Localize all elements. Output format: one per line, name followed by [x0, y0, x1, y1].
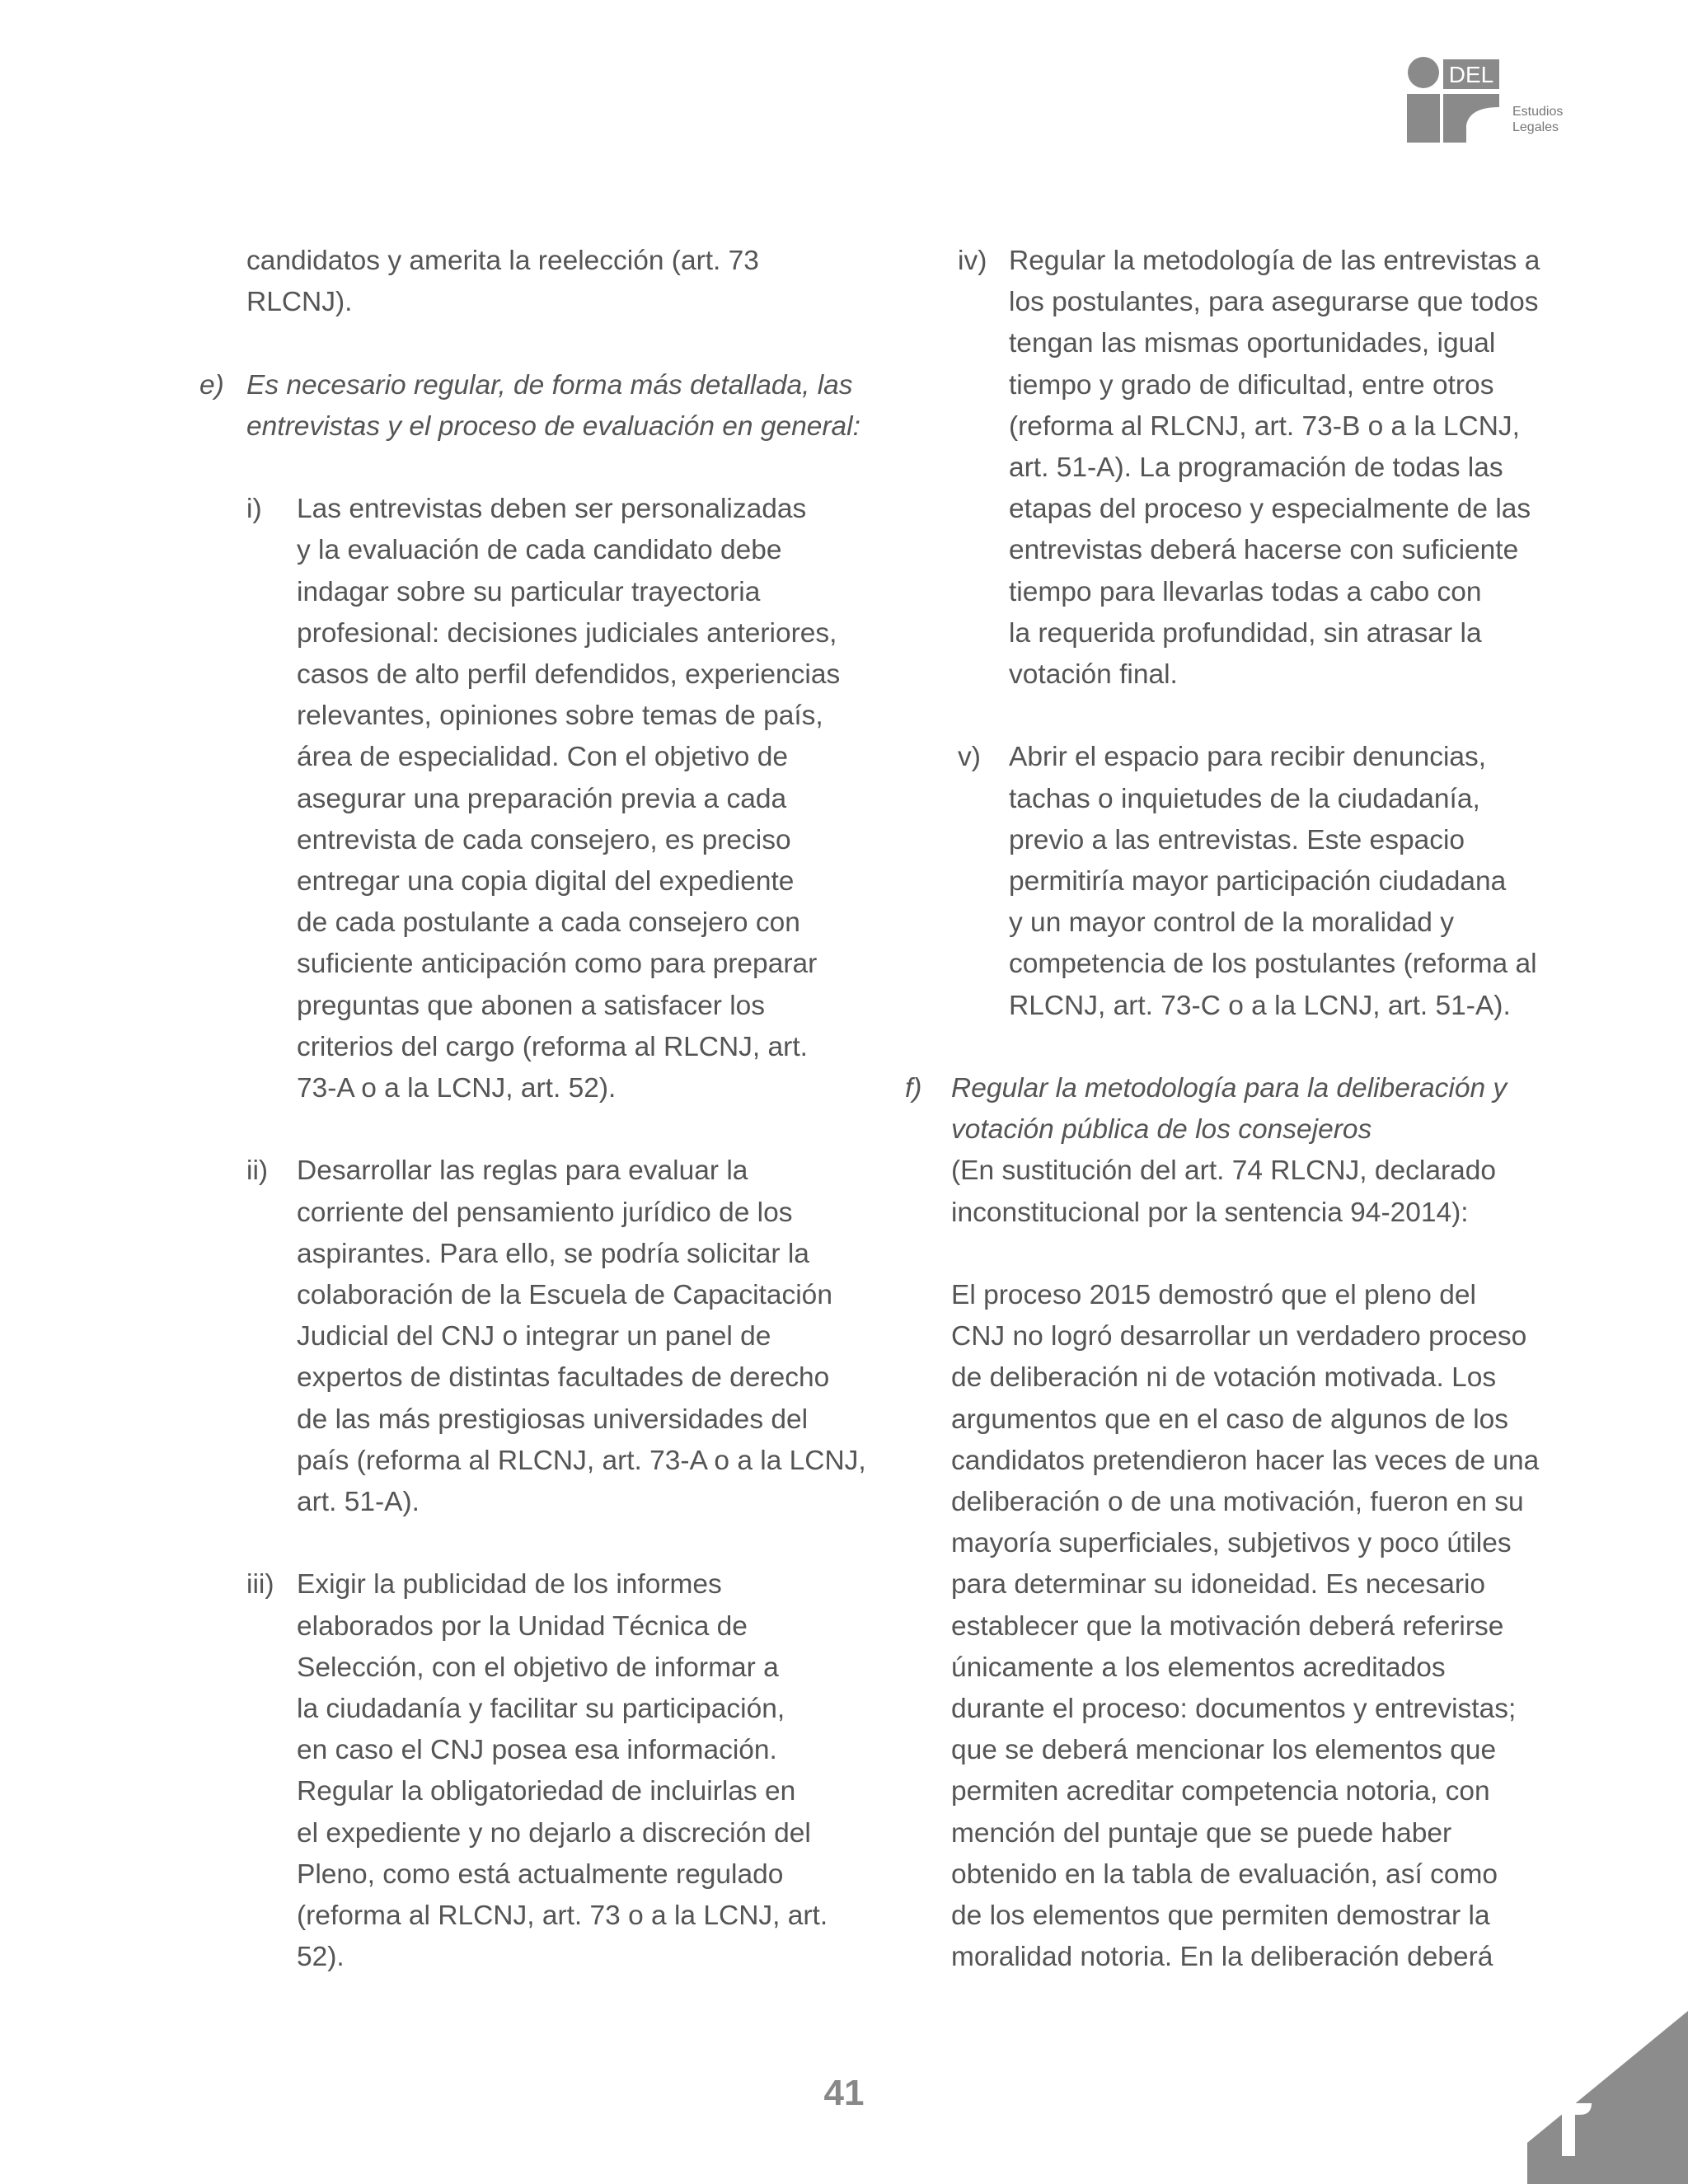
- intro-body: [246, 241, 859, 323]
- text-line: candidatos pretendieron hacer las veces de una: [951, 1445, 1540, 1476]
- item-iii: [246, 1564, 859, 1978]
- text-line: casos de alto perfil defendidos, experiencias: [297, 659, 841, 690]
- item-iv-marker: iv): [958, 246, 987, 276]
- text-line: establecer que la motivación deberá referirse: [951, 1610, 1504, 1642]
- text-line: área de especialidad. Con el objetivo de: [297, 742, 788, 773]
- text-line: y la evaluación de cada candidato debe: [297, 535, 782, 566]
- text-line: entregar una copia digital del expediente: [297, 866, 795, 898]
- text-line: de las más prestigiosas universidades del: [297, 1404, 809, 1435]
- text-line: RLCNJ, art. 73-C o a la LCNJ, art. 51-A).: [1009, 990, 1511, 1021]
- item-v-marker: v): [958, 742, 981, 773]
- text-line: indagar sobre su particular trayectoria: [297, 576, 761, 607]
- text-line: tiempo y grado de dificultad, entre otros: [1009, 369, 1494, 401]
- text-line: Regular la metodología de las entrevistas a: [1009, 246, 1540, 276]
- item-i: [246, 489, 859, 1109]
- text-line: permitiría mayor participación ciudadana: [1009, 866, 1507, 898]
- text-line: que se deberá mencionar los elementos que: [951, 1735, 1497, 1766]
- text-line: etapas del proceso y especialmente de las: [1009, 494, 1531, 525]
- text-line: Regular la metodología para la deliberación y: [951, 1073, 1507, 1104]
- item-ii-marker: ii): [246, 1155, 269, 1187]
- text-line: aspirantes. Para ello, se podría solicitar la: [297, 1238, 809, 1269]
- item-f-paragraph: [951, 1275, 1564, 1978]
- text-line: previo a las entrevistas. Este espacio: [1009, 824, 1465, 855]
- text-line: elaborados por la Unidad Técnica de: [297, 1610, 748, 1642]
- logo-subtitle-line-2: Legales: [1512, 120, 1559, 134]
- text-line: tengan las mismas oportunidades, igual: [1009, 328, 1496, 359]
- text-line: Desarrollar las reglas para evaluar la: [297, 1155, 748, 1187]
- text-line: los postulantes, para asegurarse que todos: [1009, 287, 1539, 318]
- logo-del-text: DEL: [1448, 62, 1494, 87]
- text-line: colaboración de la Escuela de Capacitación: [297, 1280, 832, 1311]
- text-line: expertos de distintas facultades de derecho: [297, 1362, 830, 1394]
- item-iv-body: [1009, 241, 1564, 696]
- text-line: de cada postulante a cada consejero con: [297, 907, 800, 939]
- text-line: la ciudadanía y facilitar su participación,: [297, 1694, 785, 1725]
- text-line: (reforma al RLCNJ, art. 73-B o a la LCNJ,: [1009, 410, 1520, 442]
- text-line: el expediente y no dejarlo a discreción del: [297, 1817, 811, 1849]
- text-line: CNJ no logró desarrollar un verdadero proceso: [951, 1321, 1527, 1352]
- text-line: RLCNJ).: [246, 287, 353, 318]
- item-i-body: [297, 489, 859, 1109]
- text-line: tiempo para llevarlas todas a cabo con: [1009, 576, 1482, 607]
- left-column: [199, 241, 866, 1978]
- text-line: entrevistas deberá hacerse con suficiente: [1009, 535, 1519, 566]
- text-line: moralidad notoria. En la deliberación deberá: [951, 1942, 1493, 1973]
- text-line: de los elementos que permiten demostrar la: [951, 1900, 1490, 1932]
- text-line: votación final.: [1009, 659, 1178, 691]
- text-line: Judicial del CNJ o integrar un panel de: [297, 1321, 771, 1352]
- text-line: mención del puntaje que se puede haber: [951, 1817, 1452, 1849]
- item-i-marker: i): [246, 494, 262, 525]
- text-line: durante el proceso: documentos y entrevistas;: [951, 1694, 1517, 1725]
- item-f-note: [951, 1151, 1564, 1233]
- item-e-heading: [246, 365, 860, 448]
- text-line: Exigir la publicidad de los informes: [297, 1569, 722, 1601]
- logo-subtitle-line-1: Estudios: [1512, 105, 1564, 119]
- item-f-marker: f): [905, 1073, 922, 1104]
- text-line: tachas o inquietudes de la ciudadanía,: [1009, 783, 1480, 814]
- item-iii-body: [297, 1564, 859, 1978]
- text-line: permiten acreditar competencia notoria, con: [951, 1776, 1490, 1807]
- text-line: Las entrevistas deben ser personalizadas: [297, 494, 807, 525]
- right-column: [905, 241, 1564, 1978]
- text-line: Regular la obligatoriedad de incluirlas en: [297, 1776, 796, 1807]
- text-line: 52).: [297, 1942, 345, 1973]
- text-line: votación pública de los consejeros: [951, 1114, 1372, 1146]
- item-ii: [246, 1151, 866, 1523]
- text-line: en caso el CNJ posea esa información.: [297, 1735, 777, 1766]
- item-v-body: [1009, 737, 1564, 1026]
- text-line: preguntas que abonen a satisfacer los: [297, 990, 766, 1021]
- text-line: argumentos que en el caso de algunos de los: [951, 1404, 1509, 1435]
- logo-subtitle: [1512, 104, 1563, 135]
- corner-tab-icon: [1527, 2011, 1688, 2184]
- text-line: deliberación o de una motivación, fueron en su: [951, 1487, 1524, 1518]
- text-line: y un mayor control de la moralidad y: [1009, 907, 1454, 939]
- text-line: corriente del pensamiento jurídico de los: [297, 1197, 793, 1228]
- text-line: (En sustitución del art. 74 RLCNJ, declarado: [951, 1155, 1497, 1187]
- intro-continuation: [199, 241, 859, 323]
- del-logo: [1407, 56, 1572, 147]
- text-line: art. 51-A). La programación de todas las: [1009, 452, 1503, 484]
- text-line: para determinar su idoneidad. Es necesario: [951, 1569, 1486, 1601]
- text-line: Es necesario regular, de forma más detallada, las: [246, 369, 853, 401]
- text-line: 73-A o a la LCNJ, art. 52).: [297, 1073, 617, 1104]
- text-line: obtenido en la tabla de evaluación, así como: [951, 1858, 1498, 1890]
- item-e-marker: e): [199, 369, 224, 401]
- text-line: inconstitucional por la sentencia 94-2014):: [951, 1197, 1469, 1228]
- item-v: [958, 737, 1564, 1026]
- item-f-heading: [951, 1068, 1564, 1151]
- text-line: Selección, con el objetivo de informar a: [297, 1652, 779, 1683]
- text-line: entrevistas y el proceso de evaluación en general:: [246, 410, 860, 442]
- text-line: art. 51-A).: [297, 1487, 420, 1518]
- text-line: Pleno, como está actualmente regulado: [297, 1858, 784, 1890]
- item-f-body: [951, 1068, 1564, 1978]
- text-line: la requerida profundidad, sin atrasar la: [1009, 617, 1482, 649]
- text-line: El proceso 2015 demostró que el pleno del: [951, 1280, 1476, 1311]
- text-line: competencia de los postulantes (reforma al: [1009, 949, 1537, 980]
- text-line: Abrir el espacio para recibir denuncias,: [1009, 742, 1487, 773]
- text-line: mayoría superficiales, subjetivos y poco útiles: [951, 1528, 1512, 1559]
- item-f: [905, 1068, 1564, 1978]
- text-line: relevantes, opiniones sobre temas de país,: [297, 701, 823, 732]
- text-line: candidatos y amerita la reelección (art. 73: [246, 246, 759, 276]
- text-line: criterios del cargo (reforma al RLCNJ, art.: [297, 1031, 808, 1062]
- text-line: país (reforma al RLCNJ, art. 73-A o a la LCNJ,: [297, 1445, 866, 1476]
- item-ii-body: [297, 1151, 866, 1523]
- text-line: asegurar una preparación previa a cada: [297, 783, 787, 814]
- text-line: (reforma al RLCNJ, art. 73 o a la LCNJ, art.: [297, 1900, 828, 1932]
- text-line: de deliberación ni de votación motivada. Los: [951, 1362, 1497, 1394]
- text-line: profesional: decisiones judiciales anteriores,: [297, 617, 837, 649]
- text-line: únicamente a los elementos acreditados: [951, 1652, 1446, 1683]
- item-iv: [958, 241, 1564, 696]
- item-iii-marker: iii): [246, 1569, 274, 1601]
- text-line: suficiente anticipación como para preparar: [297, 949, 818, 980]
- text-line: entrevista de cada consejero, es preciso: [297, 824, 791, 855]
- item-e: [199, 365, 859, 448]
- page-number: 41: [823, 2073, 865, 2113]
